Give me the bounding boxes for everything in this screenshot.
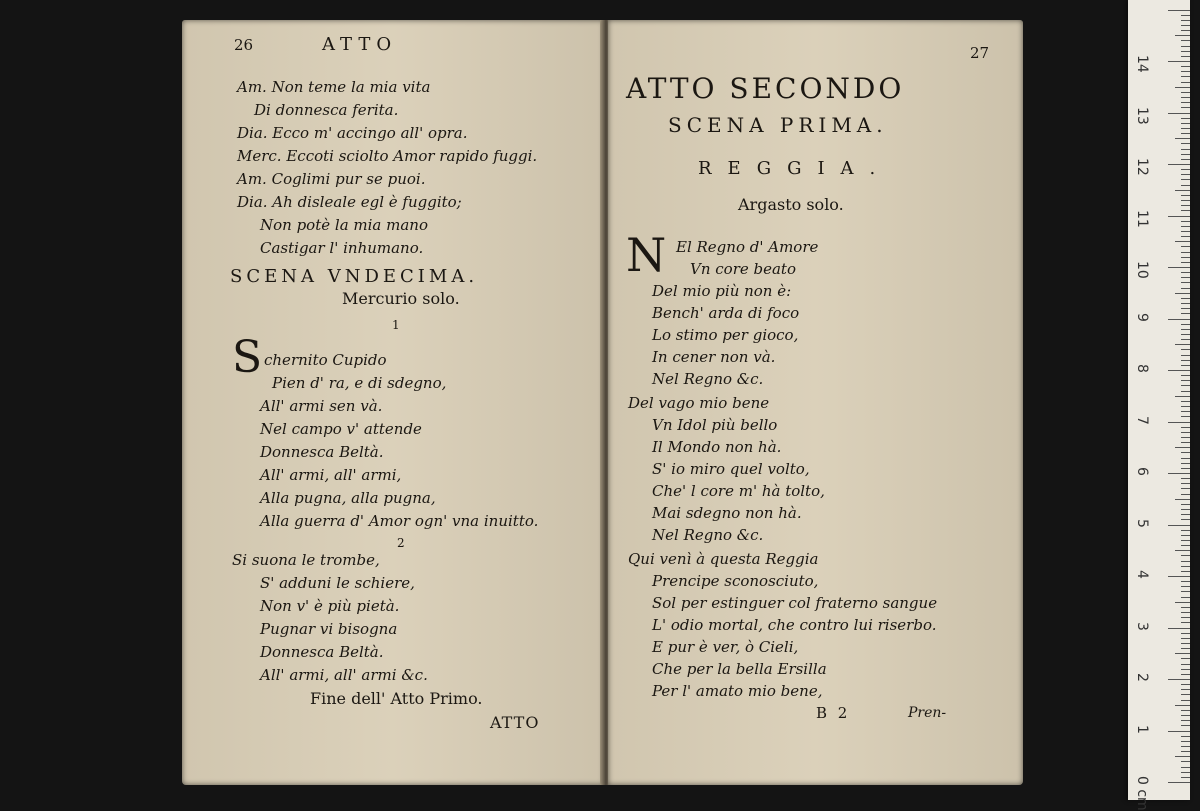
ruler-number: 3 [1134, 621, 1150, 631]
ruler-tick [1181, 488, 1190, 489]
ruler-tick [1175, 705, 1190, 706]
ruler-number: 6 [1134, 467, 1150, 476]
ruler-tick [1175, 550, 1190, 551]
verse-line: S' io miro quel volto, [652, 460, 810, 478]
verse-line: Del vago mio bene [628, 394, 770, 412]
ruler-tick [1181, 416, 1190, 417]
ruler-tick [1181, 432, 1190, 433]
page-number-left: 26 [234, 36, 254, 54]
ruler-tick [1175, 293, 1190, 294]
verse-line: chernito Cupido [264, 351, 387, 369]
ruler-tick [1181, 669, 1190, 670]
ruler-tick [1181, 612, 1190, 613]
verse-line: El Regno d' Amore [676, 238, 819, 256]
ruler-tick [1181, 308, 1190, 309]
ruler-number: 2 [1134, 673, 1150, 682]
ruler-tick [1181, 169, 1190, 170]
ruler-number: 8 [1134, 364, 1150, 373]
ruler-tick [1181, 56, 1190, 57]
ruler-tick [1181, 298, 1190, 299]
ruler-tick [1181, 725, 1190, 726]
ruler-tick [1175, 653, 1190, 654]
ruler-tick [1181, 607, 1190, 608]
ruler-tick [1181, 741, 1190, 742]
verse-line: Sol per estinguer col fraterno sangue [652, 594, 938, 612]
catchword-left: ATTO [490, 713, 540, 732]
ruler-tick [1181, 205, 1190, 206]
dropcap-right: N [626, 228, 667, 282]
ruler-tick [1168, 319, 1190, 320]
ruler-tick [1181, 545, 1190, 546]
verse-line: E pur è ver, ò Cieli, [652, 638, 799, 656]
running-head-left: ATTO [322, 34, 398, 55]
ruler-tick [1181, 684, 1190, 685]
ruler-tick [1181, 46, 1190, 47]
ruler-tick [1181, 30, 1190, 31]
ruler-number: 7 [1134, 415, 1150, 425]
verse-line: Alla pugna, alla pugna, [260, 489, 436, 507]
verse-line: Che per la bella Ersilla [652, 660, 827, 678]
verse-line: Donnesca Beltà. [260, 643, 384, 661]
dialogue-line: Merc. Eccoti sciolto Amor rapido fuggi. [237, 147, 538, 165]
ruler-tick [1181, 463, 1190, 464]
ruler-tick [1181, 313, 1190, 314]
ruler-tick [1181, 277, 1190, 278]
ruler-tick [1181, 40, 1190, 41]
ruler-tick [1181, 92, 1190, 93]
speaker-line: Argasto solo. [738, 195, 844, 214]
verse-line: S' adduni le schiere, [260, 574, 415, 592]
ruler-tick [1181, 179, 1190, 180]
ruler-tick [1175, 756, 1190, 757]
verse-line: Vn Idol più bello [652, 416, 778, 434]
ruler-tick [1181, 221, 1190, 222]
ruler-number: 1 [1134, 724, 1150, 734]
verse-line: Pugnar vi bisogna [260, 620, 398, 638]
ruler-number: 5 [1134, 518, 1150, 528]
ruler-tick [1175, 35, 1190, 36]
verse-line: All' armi sen và. [260, 397, 383, 415]
ruler-number: 11 [1134, 209, 1150, 228]
dialogue-line: Dia. Ah disleale egl è fuggito; [237, 193, 462, 211]
ruler-tick [1181, 772, 1190, 773]
right-page [608, 20, 1023, 785]
ruler-tick [1181, 617, 1190, 618]
ruler-tick [1181, 339, 1190, 340]
ruler-tick [1181, 643, 1190, 644]
ruler-tick [1181, 468, 1190, 469]
ruler-tick [1181, 365, 1190, 366]
ruler-tick [1168, 731, 1190, 732]
ruler-tick [1181, 411, 1190, 412]
ruler-number: 13 [1134, 106, 1150, 125]
ruler-tick [1175, 344, 1190, 345]
ruler-tick [1181, 15, 1190, 16]
ruler-tick [1181, 257, 1190, 258]
verse-line: Che' l core m' hà tolto, [652, 482, 825, 500]
verse-line: Pien d' ra, e di sdegno, [272, 374, 447, 392]
ruler-tick [1181, 648, 1190, 649]
ruler-tick [1168, 628, 1190, 629]
ruler-tick [1181, 746, 1190, 747]
verse-line: Prencipe sconosciuto, [652, 572, 819, 590]
ruler-tick [1181, 391, 1190, 392]
ruler-tick [1181, 504, 1190, 505]
ruler-tick [1181, 200, 1190, 201]
ruler-tick [1181, 555, 1190, 556]
ruler-tick [1181, 478, 1190, 479]
ruler-tick [1168, 164, 1190, 165]
ruler-tick [1181, 71, 1190, 72]
ruler-number: 14 [1134, 55, 1150, 73]
ruler-tick [1181, 571, 1190, 572]
verse-line: Si suona le trombe, [232, 551, 380, 569]
ruler-tick [1181, 535, 1190, 536]
ruler-tick [1181, 710, 1190, 711]
verse-line: L' odio mortal, che contro lui riserbo. [652, 616, 937, 634]
ruler-tick [1181, 355, 1190, 356]
left-page [182, 20, 604, 785]
ruler-tick [1181, 777, 1190, 778]
verse-line: All' armi, all' armi &c. [260, 666, 428, 684]
dialogue-line: Am. Non teme la mia vita [237, 78, 431, 96]
ruler-tick [1181, 664, 1190, 665]
verse-line: Qui venì à questa Reggia [628, 550, 819, 568]
catchword-right: Pren- [908, 705, 947, 721]
ruler-tick [1168, 267, 1190, 268]
open-book [182, 20, 1027, 785]
stanza-number-1: 1 [392, 318, 400, 332]
ruler-tick [1181, 700, 1190, 701]
ruler-tick [1175, 190, 1190, 191]
setting-heading: REGGIA. [698, 158, 892, 179]
ruler-tick [1168, 525, 1190, 526]
ruler-number: 12 [1134, 158, 1150, 176]
ruler-tick [1168, 679, 1190, 680]
ruler-tick [1181, 252, 1190, 253]
ruler-number: 4 [1134, 570, 1150, 579]
ruler-tick [1175, 138, 1190, 139]
ruler-number: 9 [1134, 312, 1150, 322]
ruler-tick [1181, 658, 1190, 659]
ruler-tick [1181, 272, 1190, 273]
ruler-tick [1181, 767, 1190, 768]
ruler-tick [1181, 76, 1190, 77]
dialogue-line: Castigar l' inhumano. [260, 239, 424, 257]
ruler-tick [1175, 602, 1190, 603]
ruler-tick [1181, 20, 1190, 21]
ruler-tick [1181, 154, 1190, 155]
ruler-tick [1181, 118, 1190, 119]
ruler-tick [1181, 375, 1190, 376]
ruler-tick [1181, 622, 1190, 623]
ruler-tick [1181, 97, 1190, 98]
ruler-tick [1181, 174, 1190, 175]
ruler-tick [1181, 236, 1190, 237]
ruler-tick [1168, 576, 1190, 577]
ruler-tick [1181, 159, 1190, 160]
verse-line: Alla guerra d' Amor ogn' vna inuitto. [260, 512, 539, 530]
ruler-tick [1181, 442, 1190, 443]
ruler-tick [1181, 303, 1190, 304]
ruler-tick [1168, 422, 1190, 423]
ruler-tick [1181, 566, 1190, 567]
scene-heading-left: SCENA VNDECIMA. [230, 266, 479, 287]
ruler-tick [1168, 473, 1190, 474]
ruler-tick [1181, 349, 1190, 350]
ruler-tick [1181, 329, 1190, 330]
ruler-tick [1181, 380, 1190, 381]
ruler-tick [1181, 530, 1190, 531]
ruler-tick [1175, 499, 1190, 500]
verse-line: Donnesca Beltà. [260, 443, 384, 461]
ruler-tick [1181, 185, 1190, 186]
page-number-right: 27 [970, 44, 990, 62]
dialogue-line: Am. Coglimi pur se puoi. [237, 170, 426, 188]
ruler-tick [1181, 51, 1190, 52]
verse-line: Per l' amato mio bene, [652, 682, 823, 700]
ruler-tick [1181, 694, 1190, 695]
ruler-tick [1181, 282, 1190, 283]
measuring-ruler [1128, 0, 1190, 811]
ruler-tick [1181, 720, 1190, 721]
ruler-tick [1181, 761, 1190, 762]
ruler-tick [1181, 226, 1190, 227]
ruler-tick [1181, 82, 1190, 83]
verse-line: Vn core beato [690, 260, 796, 278]
ruler-tick [1181, 149, 1190, 150]
ruler-tick [1181, 519, 1190, 520]
signature-mark: B 2 [816, 704, 851, 722]
ruler-tick [1181, 452, 1190, 453]
ruler-tick [1181, 509, 1190, 510]
verse-line: Nel campo v' attende [260, 420, 422, 438]
dropcap-left: S [232, 332, 263, 383]
ruler-tick [1181, 494, 1190, 495]
ruler-tick [1181, 401, 1190, 402]
dialogue-line: Di donnesca ferita. [254, 101, 399, 119]
ruler-tick [1175, 87, 1190, 88]
ruler-tick [1168, 782, 1190, 783]
ruler-tick [1181, 597, 1190, 598]
ruler-tick [1181, 25, 1190, 26]
ruler-tick [1181, 581, 1190, 582]
act-heading: ATTO SECONDO [626, 72, 905, 105]
ruler-tick [1181, 561, 1190, 562]
ruler-tick [1175, 241, 1190, 242]
verse-line: Lo stimo per gioco, [652, 326, 799, 344]
ruler-tick [1181, 674, 1190, 675]
ruler-tick [1181, 514, 1190, 515]
ruler-tick [1181, 591, 1190, 592]
ruler-tick [1168, 216, 1190, 217]
verse-line: Nel Regno &c. [652, 370, 764, 388]
ruler-tick [1181, 638, 1190, 639]
ruler-tick [1168, 10, 1190, 11]
verse-line: Il Mondo non hà. [652, 438, 782, 456]
ruler-tick [1181, 540, 1190, 541]
ruler-tick [1181, 586, 1190, 587]
ruler-tick [1181, 360, 1190, 361]
scene-heading-right: SCENA PRIMA. [668, 113, 888, 137]
ruler-number: 10 [1134, 261, 1150, 279]
ruler-tick [1181, 751, 1190, 752]
ruler-tick [1175, 396, 1190, 397]
ruler-tick [1168, 113, 1190, 114]
ruler-tick [1175, 447, 1190, 448]
ruler-tick [1181, 406, 1190, 407]
ruler-tick [1181, 334, 1190, 335]
ruler-tick [1181, 128, 1190, 129]
ruler-tick [1181, 736, 1190, 737]
ruler-tick [1181, 689, 1190, 690]
verse-line: All' armi, all' armi, [260, 466, 402, 484]
ruler-tick [1181, 143, 1190, 144]
ruler-tick [1181, 262, 1190, 263]
ruler-tick [1181, 427, 1190, 428]
verse-line: Bench' arda di foco [652, 304, 800, 322]
ruler-tick [1181, 107, 1190, 108]
ruler-tick [1181, 195, 1190, 196]
ruler-tick [1181, 324, 1190, 325]
ruler-tick [1168, 370, 1190, 371]
ruler-tick [1181, 385, 1190, 386]
dialogue-line: Dia. Ecco m' accingo all' opra. [237, 124, 468, 142]
ruler-tick [1181, 458, 1190, 459]
verse-line: In cener non và. [652, 348, 776, 366]
verse-line: Non v' è più pietà. [260, 597, 400, 615]
verse-line: Mai sdegno non hà. [652, 504, 802, 522]
ruler-tick [1181, 102, 1190, 103]
ruler-tick [1181, 231, 1190, 232]
ruler-tick [1181, 246, 1190, 247]
verse-line: Del mio più non è: [652, 282, 792, 300]
ruler-tick [1181, 66, 1190, 67]
verse-line: Nel Regno &c. [652, 526, 764, 544]
ruler-tick [1181, 437, 1190, 438]
act-end-line: Fine dell' Atto Primo. [310, 689, 483, 708]
ruler-number: 0 cm [1134, 776, 1150, 811]
ruler-tick [1181, 133, 1190, 134]
ruler-tick [1181, 123, 1190, 124]
ruler-tick [1181, 210, 1190, 211]
dialogue-line: Non potè la mia mano [260, 216, 428, 234]
ruler-tick [1181, 633, 1190, 634]
scene-subtitle-left: Mercurio solo. [342, 289, 460, 308]
stanza-number-2: 2 [397, 536, 405, 550]
ruler-tick [1181, 483, 1190, 484]
ruler-tick [1181, 715, 1190, 716]
ruler-tick [1168, 61, 1190, 62]
ruler-tick [1181, 288, 1190, 289]
